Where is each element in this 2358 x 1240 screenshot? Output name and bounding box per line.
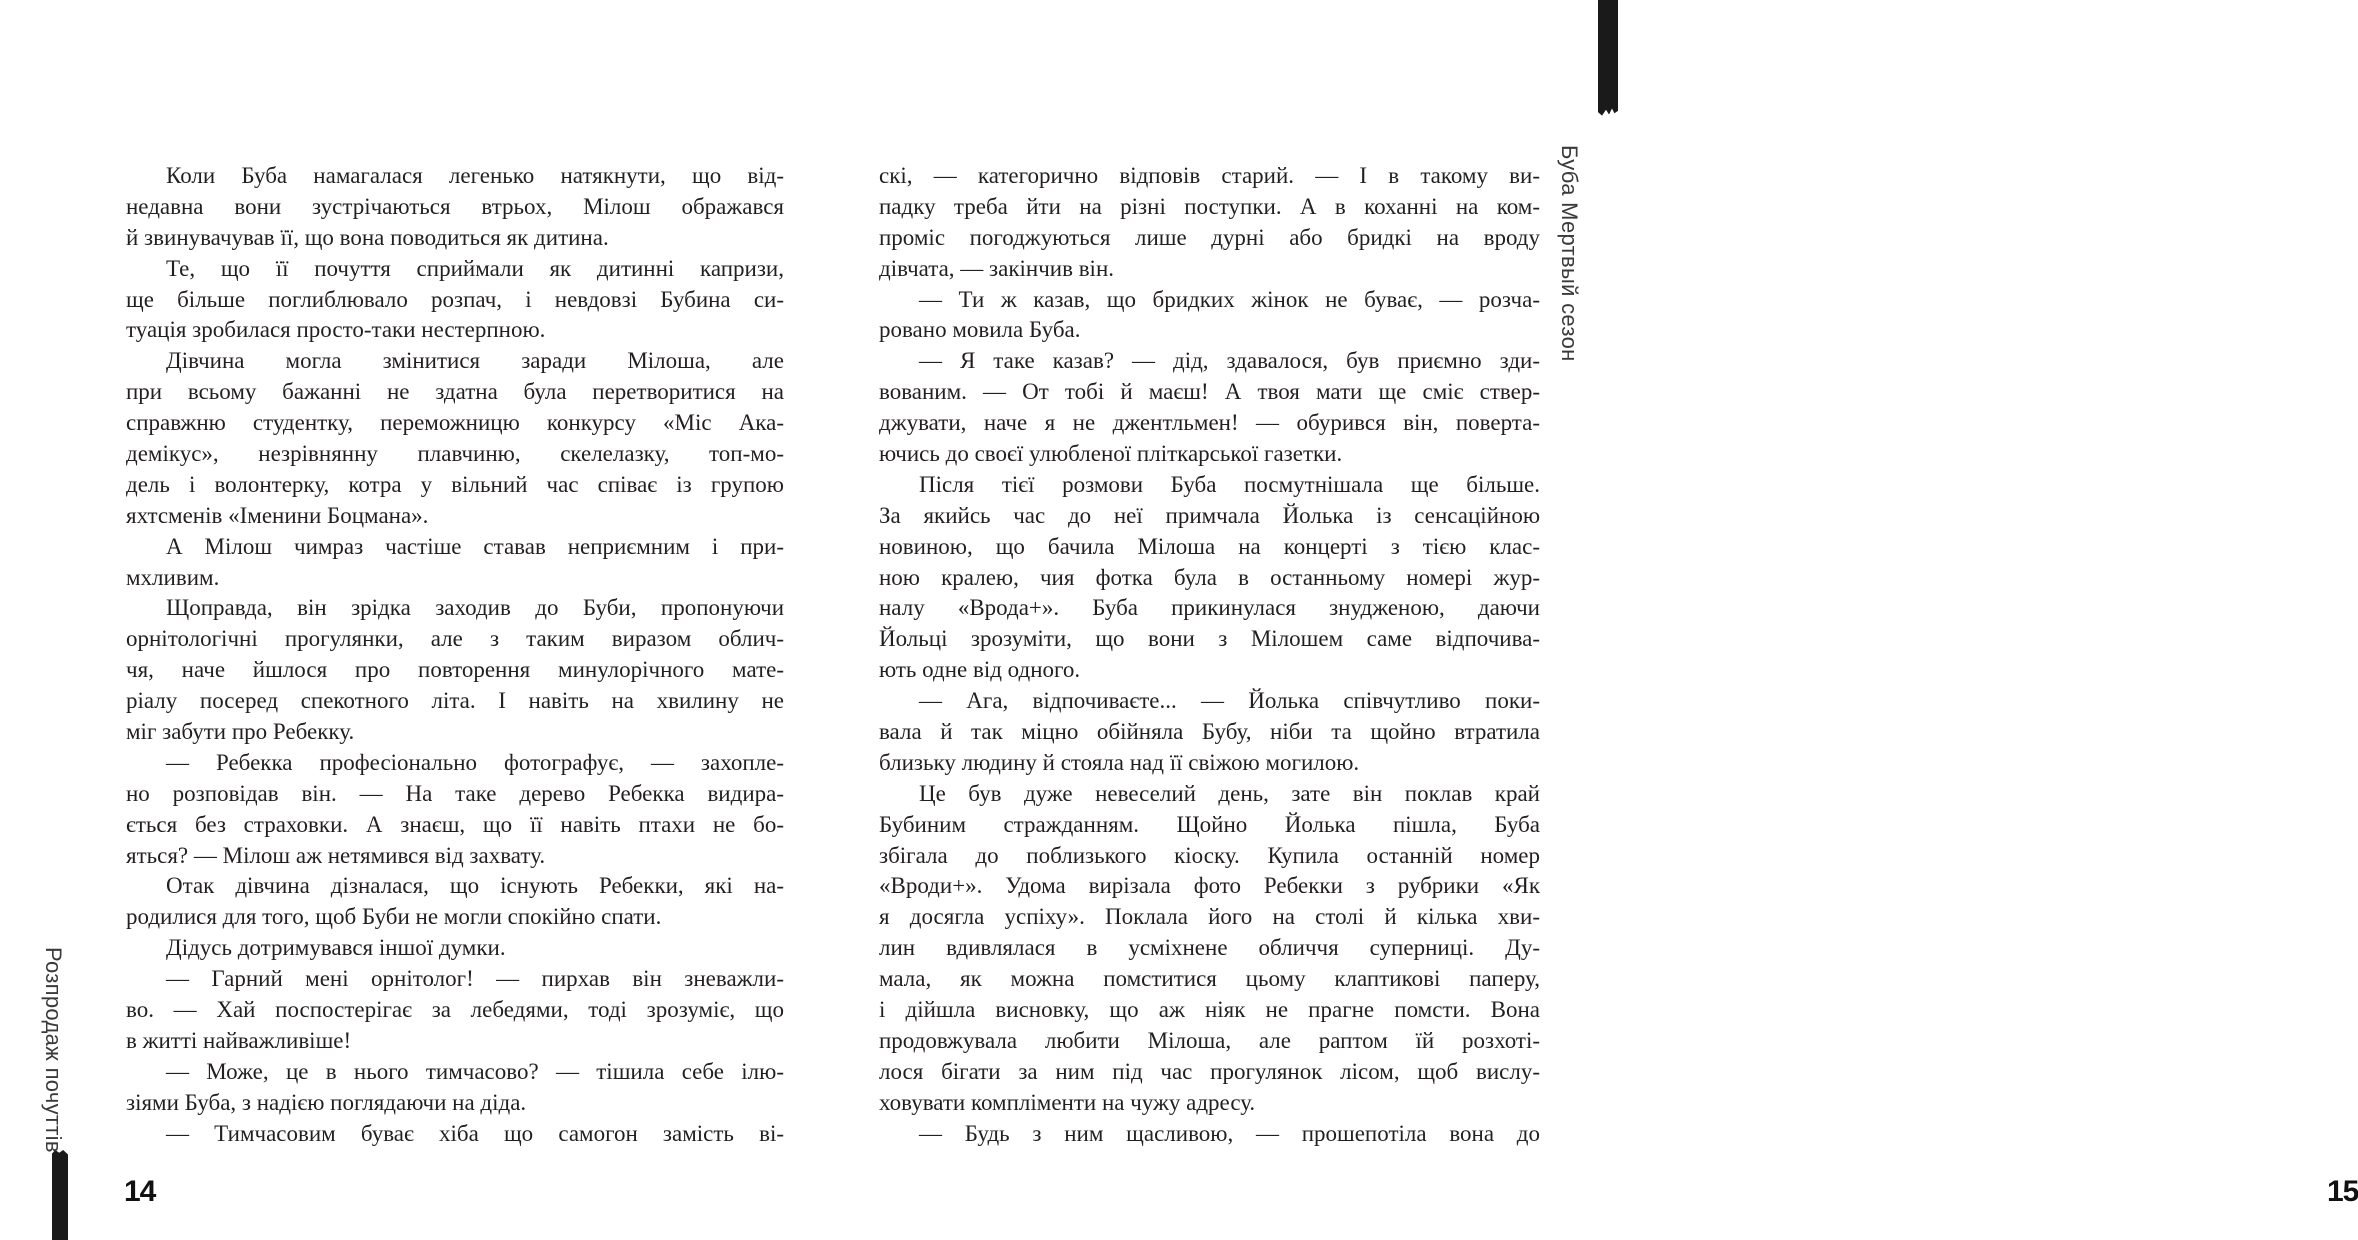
text-line: — Тимчасовим буває хіба що самогон замість ві- — [166, 1120, 784, 1146]
page-edge-mark — [1598, 0, 1618, 118]
text-line: Те, що її почуття сприймали як дитинні капризи, — [166, 255, 784, 281]
text-line: лин вдивлялася в усміхнене обличчя суперниці. Ду- — [879, 935, 1540, 961]
text-line: демікус», незрівнянну плавчиню, скелелазку, топ-мо- — [126, 441, 784, 467]
text-line: продовжувала любити Мілоша, але раптом їй розхоті- — [879, 1027, 1540, 1053]
text-line: Коли Буба намагалася легенько натякнути, що від- — [166, 163, 784, 188]
text-line: Щоправда, він зрідка заходив до Буби, пропонуючи — [166, 595, 784, 621]
text-line: А Мілош чимраз частіше ставав неприємним і при- — [166, 533, 784, 559]
text-line: — Ти ж казав, що бридких жінок не буває, — розча- — [919, 286, 1540, 312]
text-line: й звинувачував її, що вона поводиться як дитина. — [126, 224, 609, 250]
text-line: яться? — Мілош аж нетямився від захвату. — [126, 842, 546, 868]
text-line: при всьому бажанні не здатна була перетворитися на — [126, 379, 784, 405]
text-line: Після тієї розмови Буба посмутнішала ще більше. — [919, 471, 1540, 497]
body-text — [879, 161, 1540, 1150]
text-line: Це був дуже невеселий день, зате він поклав край — [919, 780, 1540, 806]
text-line: «Вроди+». Удома вирізала фото Ребекки з рубрики «Як — [879, 873, 1540, 899]
text-line: лося бігати за ним під час прогулянок лісом, щоб вислу- — [879, 1058, 1540, 1084]
text-line: налу «Врода+». Буба прикинулася знудженою, даючи — [879, 595, 1540, 621]
text-line: мала, як можна помститися цьому клаптикові паперу, — [879, 966, 1540, 992]
running-head: Буба Мертвый сезон — [1557, 145, 1582, 362]
body-text — [126, 161, 784, 1150]
text-line: яхтсменів «Іменини Боцмана». — [126, 502, 429, 528]
running-head: Розпродаж почуттів — [41, 947, 66, 1153]
text-line: вованим. — От тобі й маєш! А твоя мати ще сміє ствер- — [879, 379, 1540, 405]
text-line: мхливим. — [126, 564, 220, 590]
text-line: но розповідав він. — На таке дерево Ребекка видира- — [126, 780, 784, 806]
text-line: ючись до своєї улюбленої плiткарської газетки. — [879, 441, 1343, 467]
text-line: справжню студентку, переможницю конкурсу «Міс Ака- — [126, 410, 784, 436]
page-number: 15 — [2327, 1175, 2358, 1208]
text-line: — Будь з ним щасливою, — прошепотіла вона до — [919, 1120, 1540, 1146]
text-line: Дівчина могла змінитися заради Мілоша, але — [166, 348, 784, 374]
text-line: За якийсь час до неї примчала Йолька із сенсаційною — [879, 502, 1540, 528]
text-line: родилися для того, щоб Буби не могли спокійно спати. — [126, 904, 662, 930]
text-line: міг забути про Ребекку. — [126, 719, 355, 745]
left-page — [0, 0, 827, 1240]
text-line: — Ребекка професіонально фотографує, — захопле- — [166, 749, 784, 775]
text-line: Отак дівчина дізналася, що існують Ребекки, які на- — [166, 873, 784, 899]
text-line: дівчата, — закінчив він. — [879, 255, 1115, 281]
text-line: падку треба йти на різні поступки. А в коханні на ком- — [879, 193, 1540, 219]
text-line: і дійшла висновку, що аж ніяк не прагне помсти. Вона — [879, 997, 1540, 1023]
text-line: недавна вони зустрічаються втрьох, Мілош ображався — [126, 193, 784, 219]
text-line: дель і волонтерку, котра у вільний час співає із групою — [126, 471, 784, 497]
text-line: — Може, це в нього тимчасово? — тішила себе ілю- — [166, 1058, 784, 1084]
text-line: — Я таке казав? — дід, здавалося, був приємно зди- — [919, 348, 1540, 374]
text-line: ріалу посеред спекотного літа. І навіть на хвилину не — [126, 688, 784, 714]
text-line: збігала до поблизького кіоску. Купила останній номер — [879, 842, 1540, 868]
text-line: вала й так міцно обійняла Бубу, ніби та щойно втратила — [879, 719, 1540, 745]
text-line: туація зробилася просто-таки нестерпною. — [126, 317, 546, 343]
text-line: зіями Буба, з надією поглядаючи на діда. — [126, 1089, 527, 1115]
text-line: во. — Хай поспостерігає за лебедями, тоді зрозуміє, що — [126, 997, 784, 1023]
text-line: проміс погоджуються лише дурні або бридкі на вроду — [879, 224, 1540, 250]
text-line: Бубиним стражданням. Щойно Йолька пішла, Буба — [879, 811, 1540, 837]
text-line: близьку людину й стояла над її свіжою могилою. — [879, 749, 1360, 775]
text-line: — Ага, відпочиваєте... — Йолька співчутливо поки- — [919, 688, 1540, 714]
text-line: ховувати компліменти на чужу адресу. — [879, 1089, 1256, 1115]
text-line: новиною, що бачила Мілоша на концерті з тією клас- — [879, 533, 1540, 559]
text-line: — Гарний мені орнітолог! — пирхав він зневажли- — [166, 966, 784, 992]
text-line: чя, наче йшлося про повторення минулорічного мате- — [126, 657, 784, 683]
text-line: ється без страховки. А знаєш, що її навіть птахи не бо- — [126, 811, 784, 837]
text-line: ровано мовила Буба. — [879, 317, 1081, 343]
text-line: ще більше поглиблювало розпач, і невдовзі Бубина си- — [126, 286, 784, 312]
text-line: я досягла успіху». Поклала його на столі й кілька хви- — [879, 904, 1540, 930]
page-number: 14 — [124, 1175, 156, 1208]
text-line: ною кралею, чия фотка була в останньому номері жур- — [879, 564, 1540, 590]
text-line: скі, — категорично відповів старий. — І в такому ви- — [879, 163, 1540, 188]
page-edge-mark — [52, 1150, 68, 1240]
text-line: джувати, наче я не джентльмен! — обурився він, поверта- — [879, 410, 1540, 436]
text-line: Дідусь дотримувався іншої думки. — [166, 935, 506, 961]
text-line: Йольці зрозуміти, що вони з Мілошем саме відпочива- — [879, 626, 1540, 652]
text-line: орнітологічні прогулянки, але з таким виразом облич- — [126, 626, 784, 652]
text-line: ють одне від одного. — [879, 657, 1081, 683]
right-page — [827, 0, 2358, 1240]
text-line: в житті найважливіше! — [126, 1027, 352, 1053]
